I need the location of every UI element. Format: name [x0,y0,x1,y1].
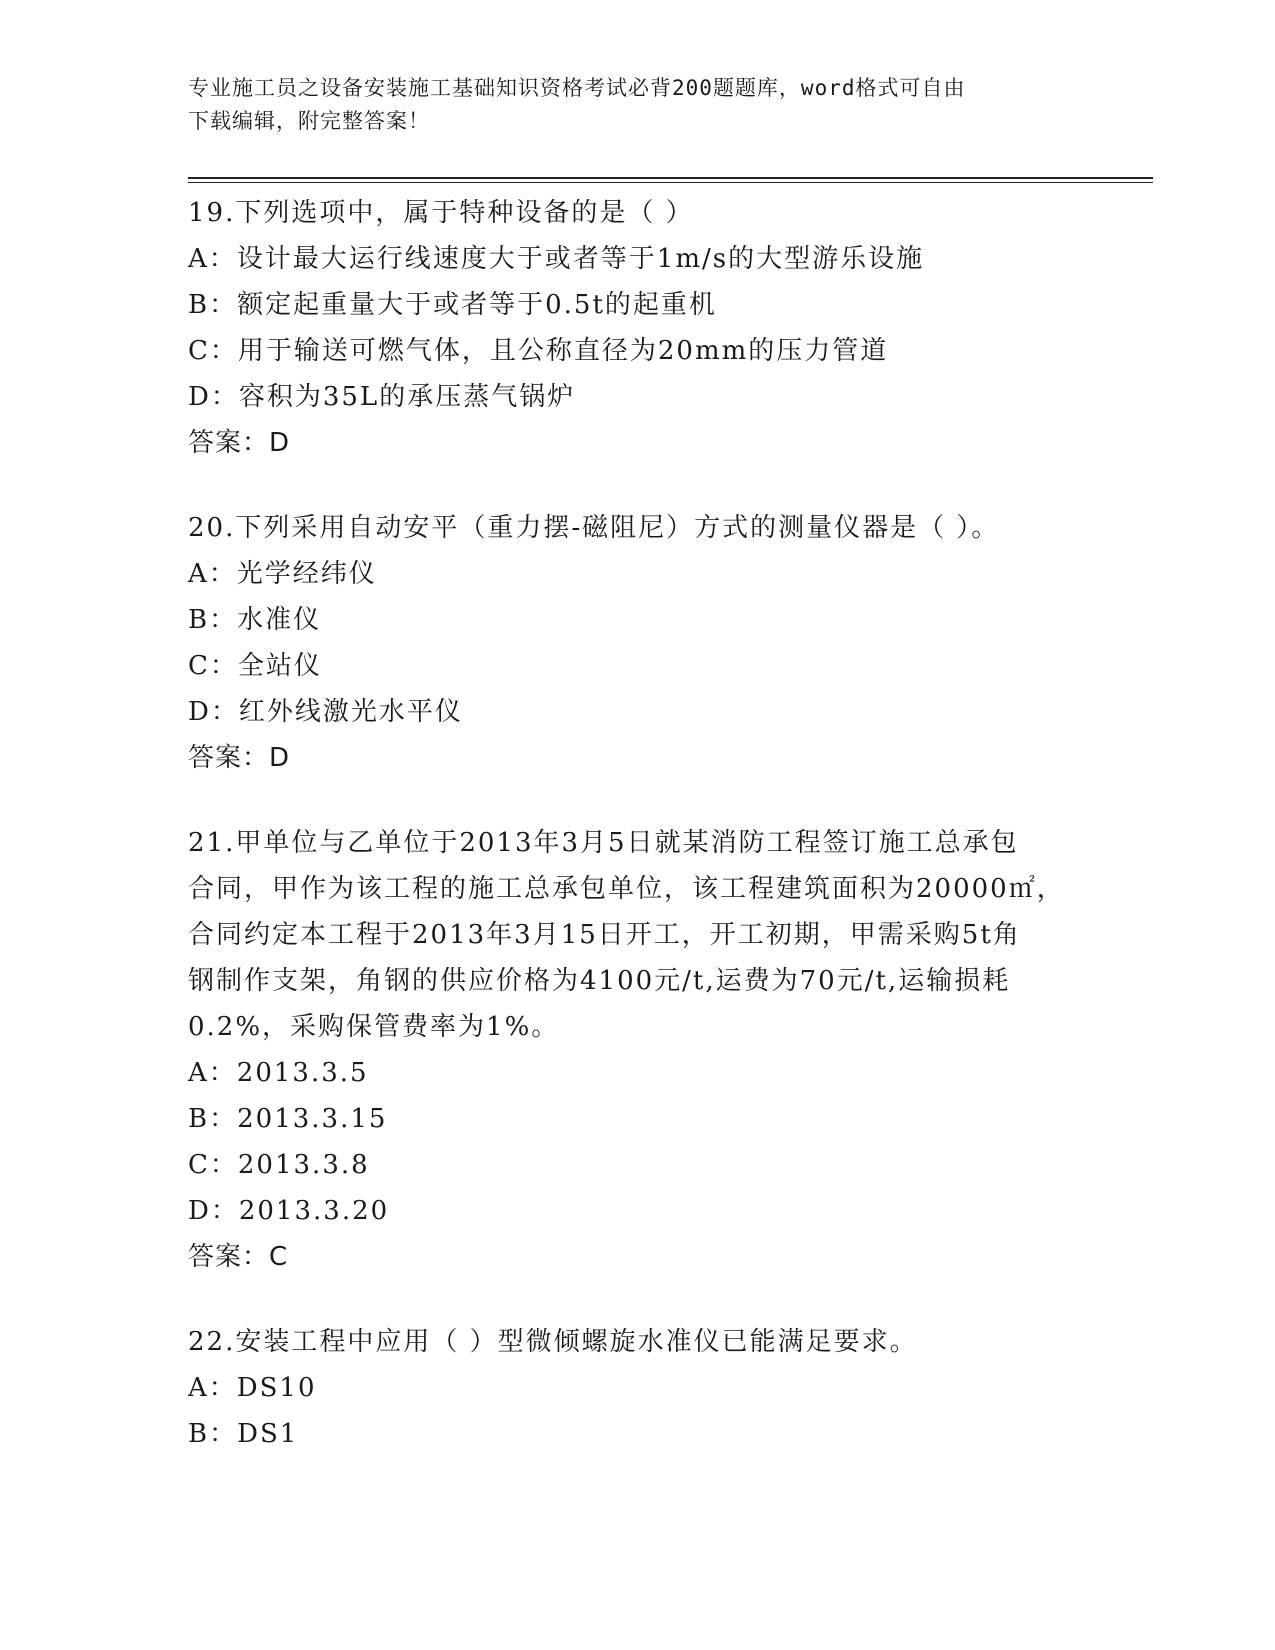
option-c: C：用于输送可燃气体，且公称直径为20mm的压力管道 [188,336,889,366]
question-stem-line: 21.甲单位与乙单位于2013年3月5日就某消防工程签订施工总承包 [188,828,1019,858]
option-a: A：光学经纬仪 [188,559,377,589]
option-a: A：2013.3.5 [188,1058,369,1088]
option-d: D：容积为35L的承压蒸气锅炉 [188,382,576,412]
option-c: C：2013.3.8 [188,1150,370,1180]
option-d: D：红外线激光水平仪 [188,697,463,727]
option-c: C：全站仪 [188,651,322,681]
question-22 [188,1319,1088,1457]
option-b: B：额定起重量大于或者等于0.5t的起重机 [188,290,717,320]
option-a: A：DS10 [188,1373,317,1403]
question-stem-line: 合同约定本工程于2013年3月15日开工，开工初期，甲需采购5t角 [188,920,1021,950]
question-stem: 20.下列采用自动安平（重力摆-磁阻尼）方式的测量仪器是（ ）。 [188,513,1000,543]
option-a: A：设计最大运行线速度大于或者等于1m/s的大型游乐设施 [188,244,925,274]
question-stem-line: 钢制作支架，角钢的供应价格为4100元/t,运费为70元/t,运输损耗 [188,966,1011,996]
question-stem-line: 合同，甲作为该工程的施工总承包单位，该工程建筑面积为20000㎡， [188,874,1065,904]
answer: 答案：D [188,428,291,458]
question-list [188,190,1088,1496]
question-19 [188,190,1088,466]
answer: 答案：C [188,1242,289,1272]
question-stem: 22.安装工程中应用（ ）型微倾螺旋水准仪已能满足要求。 [188,1327,918,1357]
question-21 [188,820,1088,1280]
document-header [188,72,1068,138]
header-divider-thick [188,177,1153,179]
question-stem: 19.下列选项中，属于特种设备的是（ ） [188,198,694,228]
option-b: B：DS1 [188,1419,299,1449]
question-20 [188,505,1088,781]
header-line-2: 下载编辑，附完整答案！ [188,109,430,133]
option-b: B：水准仪 [188,605,322,635]
option-b: B：2013.3.15 [188,1104,388,1134]
answer: 答案：D [188,743,291,773]
header-line-1: 专业施工员之设备安装施工基础知识资格考试必背200题题库，word格式可自由 [188,76,966,100]
header-divider-thin [188,182,1153,183]
option-d: D：2013.3.20 [188,1196,390,1226]
question-stem-line: 0.2%，采购保管费率为1%。 [188,1012,560,1042]
